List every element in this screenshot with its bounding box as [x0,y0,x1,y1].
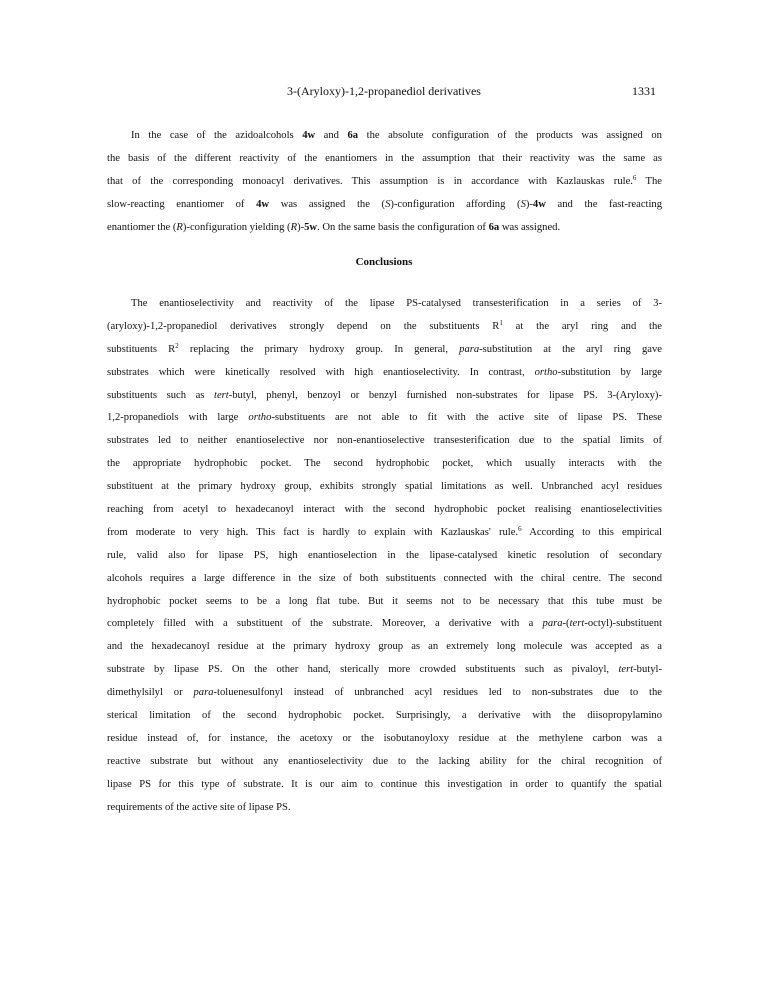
text-line: requirements of the active site of lipase PS. [107,801,291,813]
text-line: The enantioselectivity and reactivity of the lipase PS-catalysed transesterification in a series of 3- [131,298,662,309]
text-line: reaching from acetyl to hexadecanoyl interact with the second hydrophobic pocket realising enantioselectivities [107,504,662,516]
paragraph-conclusions [107,293,662,819]
superscript: 1 [499,318,503,327]
text-line: alcohols requires a large difference in the size of both substituents connected with the chiral centre. The second [107,572,662,584]
text-line: slow-reacting enantiomer of 4w was assigned the (S)-configuration affording (S)-4w and the fast-reacting [107,198,662,210]
text-line: substituents $R^2$ replacing the primary hydroxy group. In general, para-substitution at the aryl ring gave [107,341,662,355]
text-line: the basis of the different reactivity of the enantiomers in the assumption that their reactivity was the same as [107,152,662,164]
text-line: substrates which were kinetically resolved with high enantioselectivity. In contrast, ortho-substitution by large [107,366,662,378]
citation-superscript: 6 [632,173,637,182]
text-line: residue instead of, for instance, the acetoxy or the isobutanoyloxy residue at the methylene carbon was a [107,732,662,744]
text-line: lipase PS for this type of substrate. It is our aim to continue this investigation in order to quantify the spatial [107,778,662,790]
text-line: the appropriate hydrophobic pocket. The second hydrophobic pocket, which usually interacts with the [107,458,662,470]
running-title: 3-(Aryloxy)-1,2-propanediol derivatives [287,84,481,98]
text-line: sterical limitation of the second hydrophobic pocket. Surprisingly, a derivative with the diisopropylamino [107,710,662,722]
text-line: rule, valid also for lipase PS, high enantioselection in the lipase-catalysed kinetic resolution of secondary [107,549,662,561]
text-line: substrate by lipase PS. On the other hand, sterically more crowded substituents such as pivaloyl, tert-butyl- [107,664,662,676]
text-line: substituent at the primary hydroxy group, exhibits strongly spatial limitations as well. Unbranched acyl residues [107,481,662,493]
text-line: enantiomer the (R)-configuration yielding (R)-5w. On the same basis the configuration of 6a was assigned. [107,221,561,233]
text-line: dimethylsilyl or para-toluenesulfonyl instead of unbranched acyl residues led to non-substrates due to the [107,687,662,699]
text-line: substituents such as tert-butyl, phenyl, benzoyl or benzyl furnished non-substrates for lipase PS. 3-(Aryloxy)- [107,389,662,401]
page-number: 1331 [632,84,656,98]
text-line: reactive substrate but without any enantioselectivity due to the lacking ability for the chiral recognition of [107,755,662,767]
text-line: hydrophobic pocket seems to be a long flat tube. But it seems not to be necessary that this tube must be [107,595,662,607]
section-heading-conclusions: Conclusions [355,256,413,268]
text-line: In the case of the azidoalcohols 4w and 6a the absolute configuration of the products was assigned on [131,130,662,141]
text-line: (aryloxy)-1,2-propanediol derivatives strongly depend on the substituents $R^1$ at the aryl ring and the [107,318,662,332]
text-line: and the hexadecanoyl residue at the primary hydroxy group as an extremely long molecule was accepted as a [107,641,662,653]
paragraph-azidoalcohol-configuration [107,125,662,239]
text-line: completely filled with a substituent of the substrate. Moreover, a derivative with a para-(tert-octyl)-substituent [107,618,662,630]
text-line: substrates led to neither enantioselective nor non-enantioselective transesterification due to the spatial limits of [107,435,662,447]
text-line: that of the corresponding monoacyl derivatives. This assumption is in accordance with Kazlauskas rule.$^6$ The [107,173,662,187]
superscript: 2 [175,341,179,350]
text-line: from moderate to very high. This fact is hardly to explain with Kazlauskas' rule.$^6$ According to this empirical [107,524,662,538]
text-line: 1,2-propanediols with large ortho-substituents are not able to fit with the active site of lipase PS. These [107,412,662,424]
running-header [0,84,768,102]
citation-superscript: 6 [518,524,522,533]
